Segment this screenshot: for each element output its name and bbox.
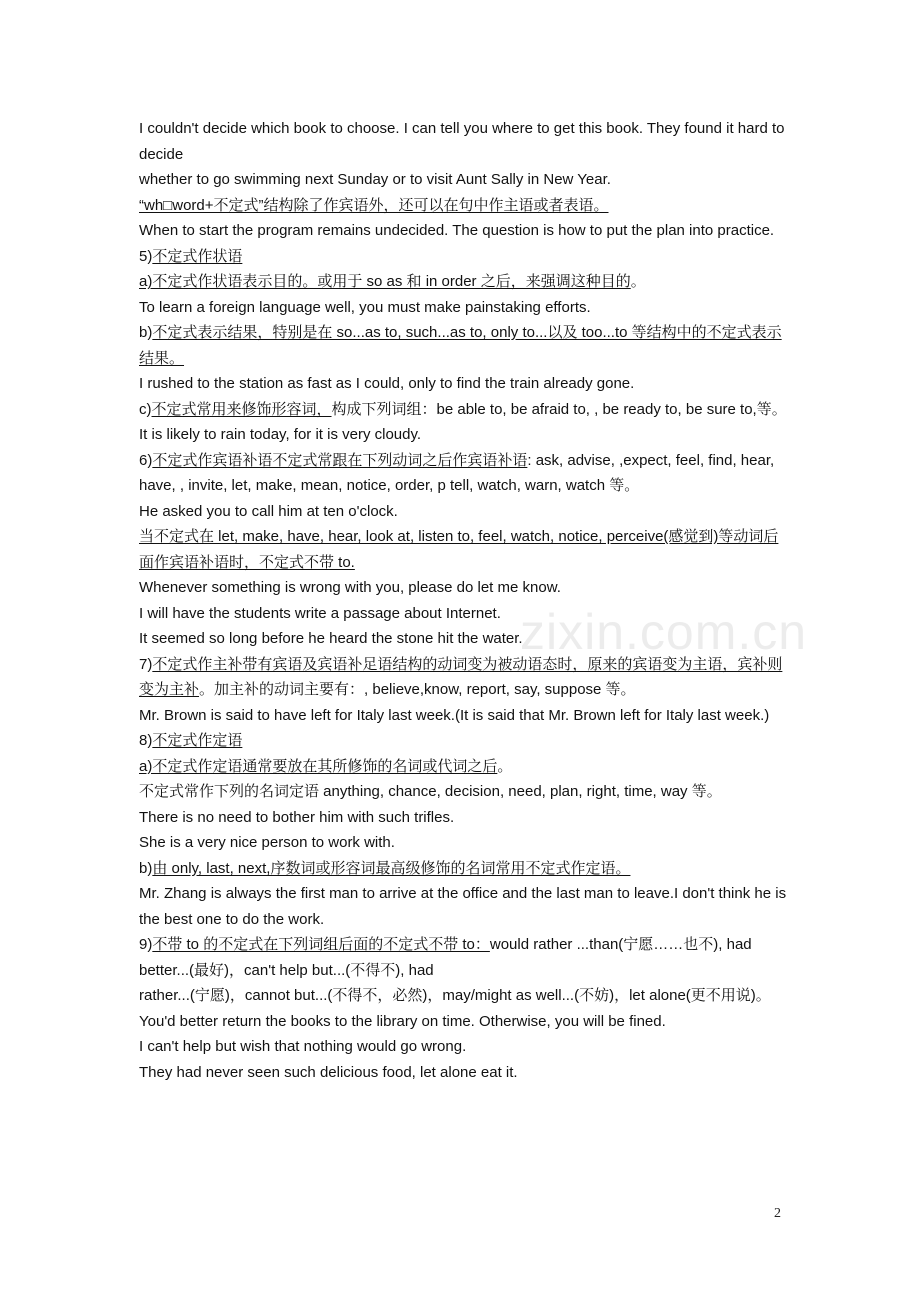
- text-line: To learn a foreign language well, you must make painstaking efforts.: [139, 298, 591, 316]
- text-line: whether to go swimming next Sunday or to visit Aunt Sally in New Year.: [139, 171, 611, 188]
- underlined-text: 不定式作宾语补语不定式常跟在下列动词之后作宾语补语: [152, 451, 528, 469]
- underlined-text: 不带 to 的不定式在下列词组后面的不定式不带 to：: [152, 936, 490, 953]
- text-prefix: c): [139, 400, 152, 418]
- page-number: 2: [774, 1206, 781, 1221]
- text-line: I couldn't decide which book to choose. I can tell you where to get this book. They found it hard to decide: [139, 120, 785, 163]
- underlined-text: 不定式作定语: [152, 732, 243, 749]
- text-line: 不定式常作下列的名词定语 anything, chance, decision, need, plan, right, time, way 等。: [139, 783, 722, 800]
- text-prefix: 9): [139, 936, 153, 953]
- underlined-text: 不定式常用来修饰形容词，: [151, 400, 332, 418]
- text-prefix: 7): [139, 655, 153, 673]
- document-body: [139, 116, 787, 1085]
- text-line: [139, 754, 787, 780]
- underlined-text: 不定式作状语: [152, 247, 243, 265]
- text-line: When to start the program remains undecided. The question is how to put the plan into practice.: [139, 222, 775, 239]
- underlined-text: 当不定式在 let, make, have, hear, look at, listen to, feel, watch, notice, perceive(感觉到)等动词后面作宾语补语时，不定式不带 to.: [139, 528, 779, 571]
- text-line: Whenever something is wrong with you, please do let me know.: [139, 579, 561, 596]
- text-line: It is likely to rain today, for it is very cloudy.: [139, 426, 422, 443]
- text-line: [139, 244, 787, 270]
- text-line: [139, 269, 787, 295]
- text-suffix: 。: [497, 757, 513, 775]
- underlined-text: 不定式表示结果，特别是在 so...as to, such...as to, only to...以及 too...to 等结构中的不定式表示结果。: [139, 324, 782, 367]
- text-line: rather...(宁愿)，cannot but...(不得不，必然)，may/might as well...(不妨)，let alone(更不用说)。: [139, 987, 771, 1004]
- text-line: They had never seen such delicious food, let alone eat it.: [139, 1063, 518, 1081]
- text-line: You'd better return the books to the library on time. Otherwise, you will be fined.: [139, 1012, 666, 1030]
- text-line: [139, 524, 787, 575]
- text-line: Mr. Zhang is always the first man to arrive at the office and the last man to leave.I don't think he is the best one to do the work.: [139, 885, 787, 928]
- text-line: [139, 652, 787, 703]
- underlined-text: 不定式作主补带有宾语及宾语补足语结构的动词变为被动语态时，原来的宾语变为主语，宾补则变为主补: [139, 655, 783, 698]
- underlined-text: “wh□word+不定式”结构除了作宾语外，还可以在句中作主语或者表语。: [139, 196, 609, 214]
- text-line: [139, 397, 787, 423]
- text-line: There is no need to bother him with such trifles.: [139, 808, 455, 826]
- text-line: [139, 932, 787, 983]
- text-suffix: would rather ...than(宁愿……也不), had better...(最好)，can't help but...(不得不), had: [139, 936, 752, 979]
- underlined-text: a)不定式作状语表示目的。或用于 so as 和 in order 之后，来强调这种目的: [139, 273, 631, 290]
- text-line: [139, 448, 787, 499]
- text-suffix: 。加主补的动词主要有：, believe,know, report, say, suppose 等。: [199, 681, 636, 698]
- underlined-text: a)不定式作定语通常要放在其所修饰的名词或代词之后: [139, 757, 498, 775]
- text-line: It seemed so long before he heard the stone hit the water.: [139, 630, 523, 647]
- text-line: I can't help but wish that nothing would go wrong.: [139, 1038, 467, 1055]
- text-line: I rushed to the station as fast as I could, only to find the train already gone.: [139, 375, 635, 392]
- text-line: [139, 320, 787, 371]
- text-line: [139, 856, 787, 882]
- text-suffix: : ask, advise, ,expect, feel, find, hear, have, , invite, let, make, mean, notice, order, p tell, watch, warn, watch 等。: [139, 451, 775, 494]
- text-prefix: 6): [139, 451, 153, 469]
- text-prefix: b): [139, 324, 153, 341]
- text-line: [139, 193, 787, 219]
- text-line: Mr. Brown is said to have left for Italy last week.(It is said that Mr. Brown left for Italy last week.): [139, 706, 770, 724]
- text-suffix: 。: [630, 273, 646, 290]
- watermark: zixin.com.cn: [520, 604, 808, 660]
- text-suffix: 构成下列词组：be able to, be afraid to, , be ready to, be sure to,等。: [331, 400, 787, 418]
- text-line: [139, 728, 787, 754]
- text-prefix: 8): [139, 732, 153, 749]
- text-line: She is a very nice person to work with.: [139, 834, 395, 851]
- text-prefix: b): [139, 859, 153, 877]
- text-line: He asked you to call him at ten o'clock.: [139, 502, 398, 520]
- text-line: I will have the students write a passage about Internet.: [139, 604, 501, 622]
- text-prefix: 5): [139, 247, 153, 265]
- underlined-text: 由 only, last, next,序数词或形容词最高级修饰的名词常用不定式作定语。: [152, 859, 631, 877]
